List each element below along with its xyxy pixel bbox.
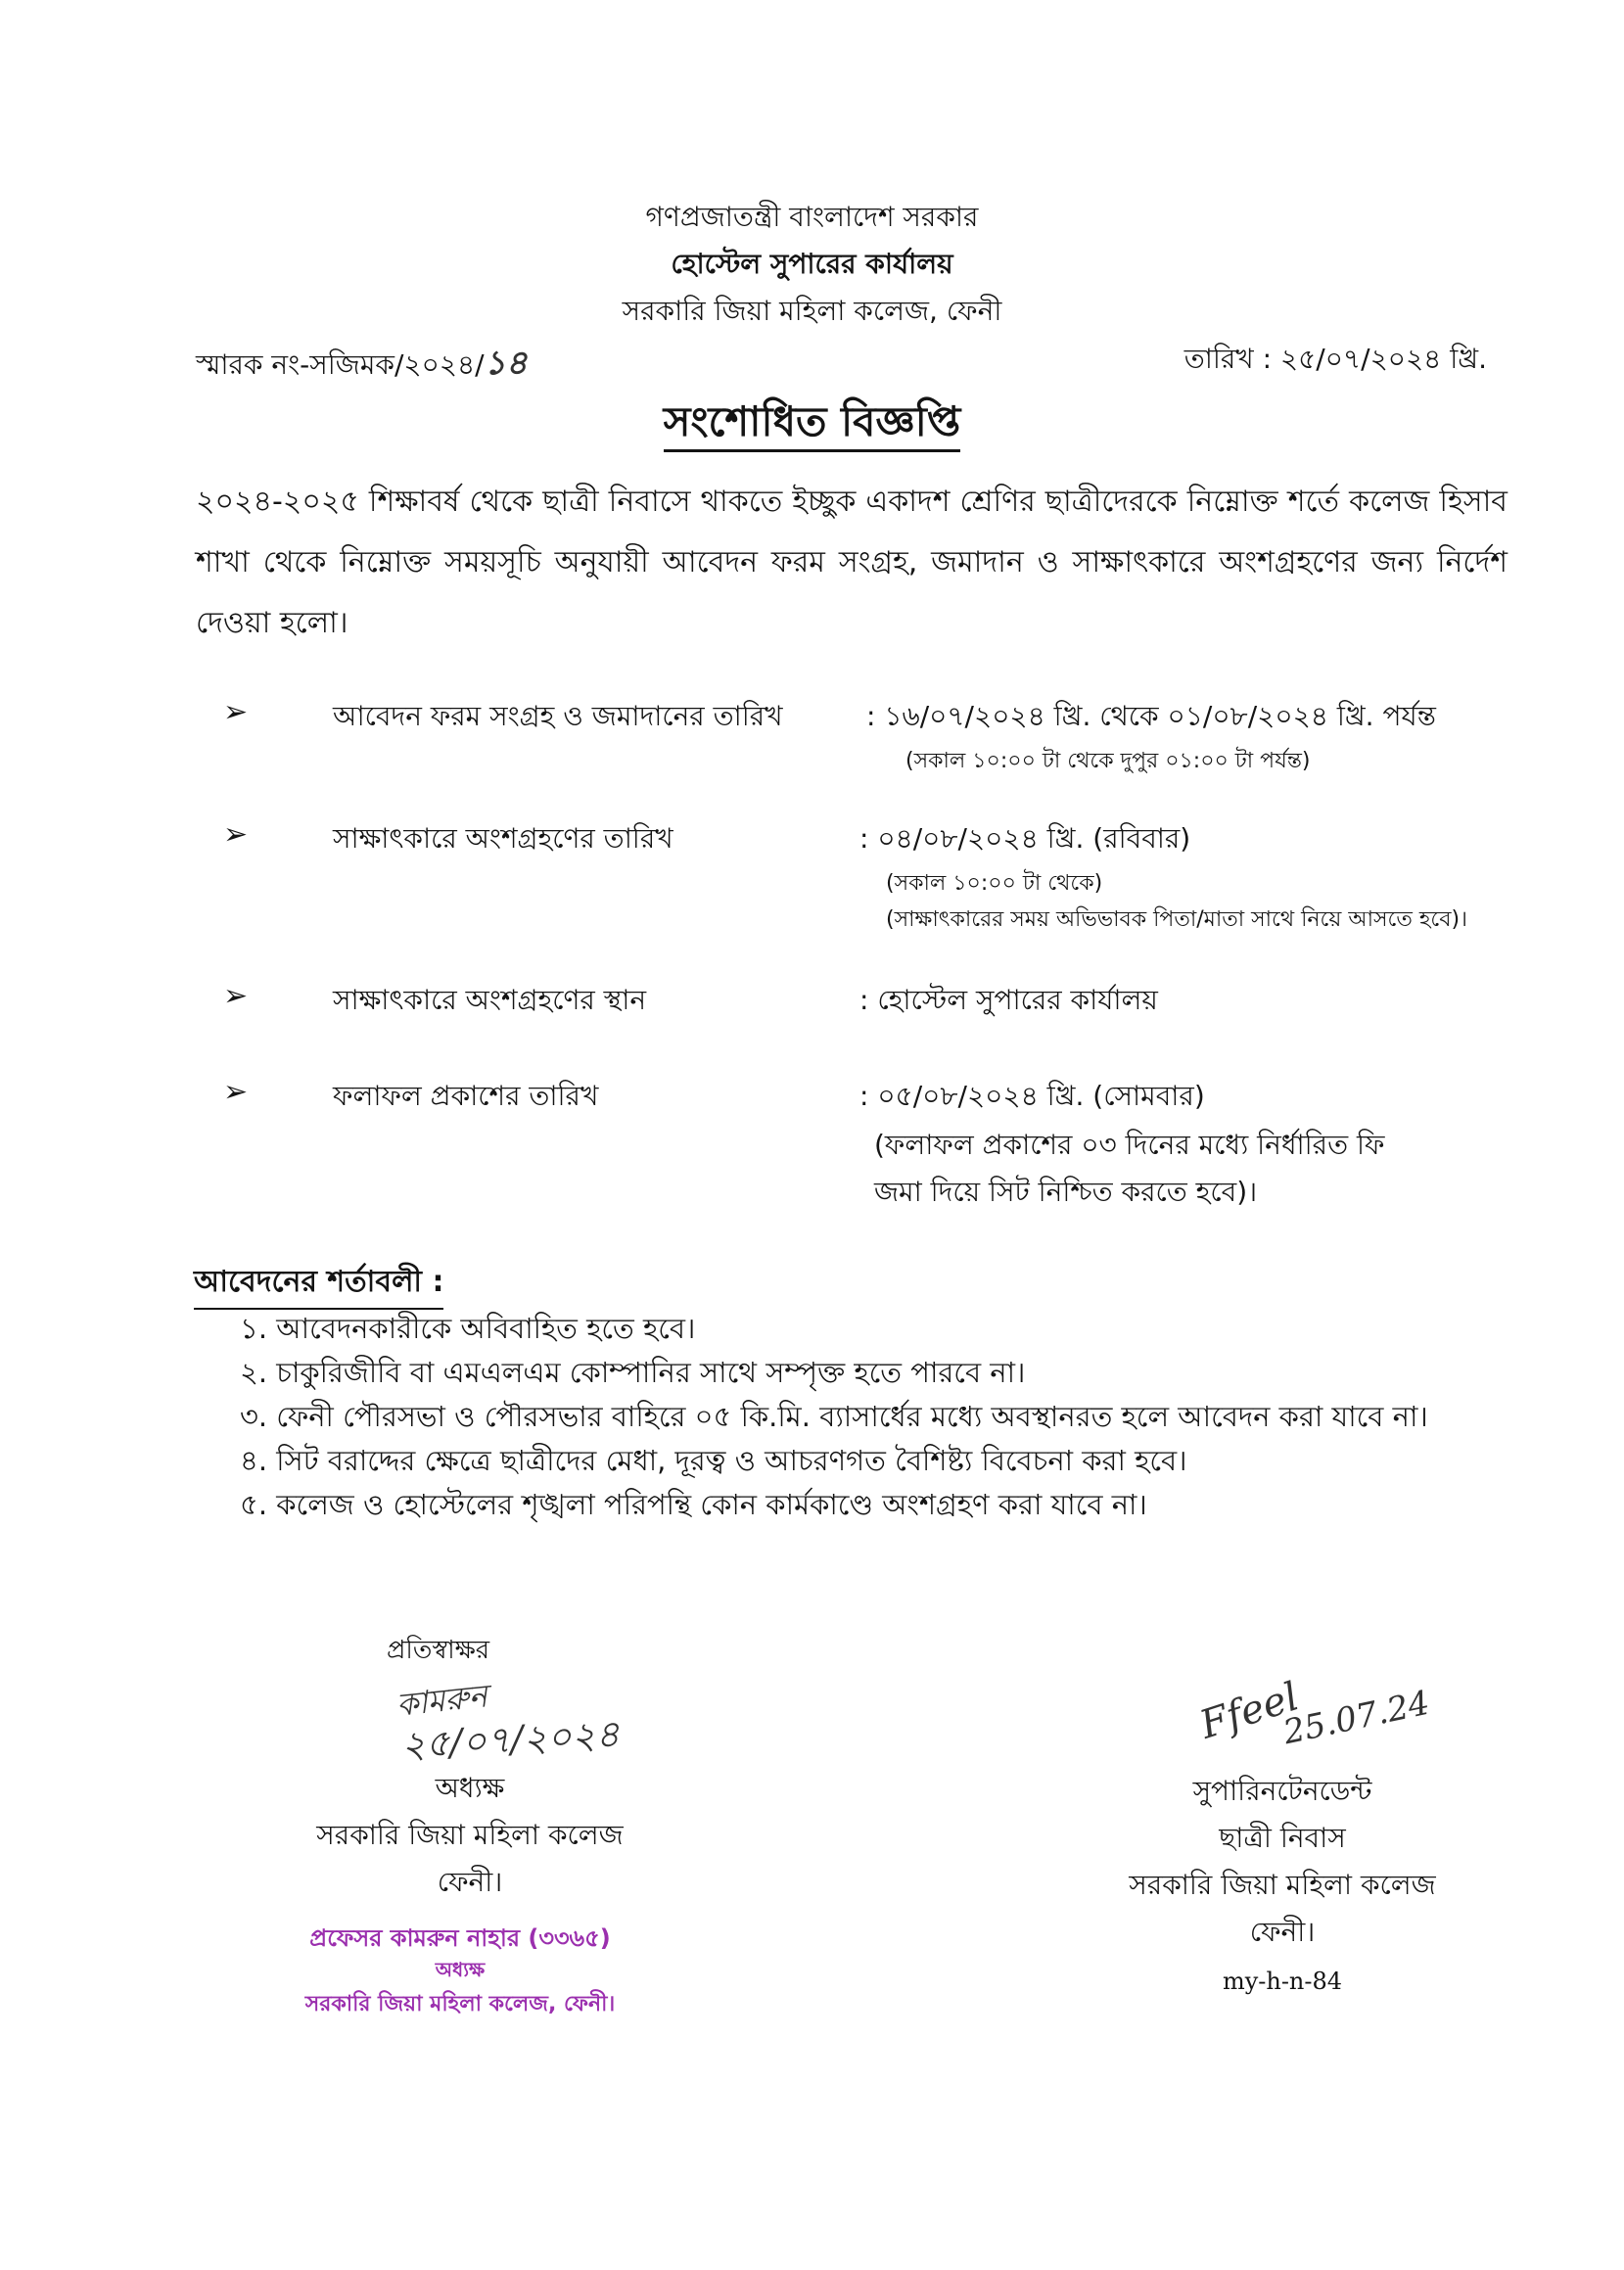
principal-city: ফেনী। bbox=[437, 1866, 503, 1898]
superintendent-handwritten-date: 25.07.24 bbox=[1279, 1683, 1433, 1753]
college-name: সরকারি জিয়া মহিলা কলেজ, ফেনী bbox=[622, 295, 1002, 327]
principal-stamp-designation: অধ্যক্ষ bbox=[435, 1958, 486, 1981]
principal-designation: অধ্যক্ষ bbox=[435, 1772, 505, 1804]
schedule-row bbox=[0, 695, 1624, 754]
schedule-label: ফলাফল প্রকাশের তারিখ bbox=[333, 1080, 599, 1112]
notice-title-text: সংশোধিত বিজ্ঞপ্তি bbox=[664, 397, 961, 452]
arrow-bullet-icon: ➢ bbox=[223, 1075, 249, 1109]
schedule-label: সাক্ষাৎকারে অংশগ্রহণের তারিখ bbox=[333, 822, 673, 855]
superintendent-designation: সুপারিনটেনডেন্ট bbox=[1192, 1775, 1372, 1807]
intro-paragraph: ২০২৪-২০২৫ শিক্ষাবর্ষ থেকে ছাত্রী নিবাসে থাকতে ইচ্ছুক একাদশ শ্রেণির ছাত্রীদেরকে নিম্নোক্ত শর্তে কলেজ হিসাব শাখা থেকে নিম্নোক্ত সময়সূচি অনুযায়ী আবেদন ফরম সংগ্রহ, জমাদান ও সাক্ষাৎকারে অংশগ্রহণের জন্য নির্দেশ দেওয়া হলো। bbox=[196, 485, 1508, 640]
schedule-note: (সকাল ১০:০০ টা থেকে দুপুর ০১:০০ টা পর্যন্ত) bbox=[905, 749, 1311, 773]
principal-handwritten-date: ২৫/০৭/২০২৪ bbox=[399, 1712, 622, 1767]
condition-item: ৩. ফেনী পৌরসভা ও পৌরসভার বাহিরে ০৫ কি.মি. ব্যাসার্ধের মধ্যে অবস্থানরত হলে আবেদন করা যাবে না। bbox=[240, 1400, 1428, 1433]
notice-title bbox=[0, 390, 1624, 459]
memo-ref-number: ১৪ bbox=[484, 344, 528, 383]
condition-item: ৪. সিট বরাদ্দের ক্ষেত্রে ছাত্রীদের মেধা, দূরত্ব ও আচরণগত বৈশিষ্ট্য বিবেচনা করা হবে। bbox=[240, 1444, 1187, 1477]
document-code: my-h-n-84 bbox=[1222, 1968, 1343, 1995]
condition-item: ১. আবেদনকারীকে অবিবাহিত হতে হবে। bbox=[240, 1312, 696, 1345]
memo-reference bbox=[196, 338, 528, 394]
principal-handwritten-signature: কামরুন bbox=[394, 1677, 489, 1724]
principal-stamp-college: সরকারি জিয়া মহিলা কলেজ, ফেনী। bbox=[304, 1992, 616, 2016]
schedule-note: (সকাল ১০:০০ টা থেকে) bbox=[886, 871, 1103, 896]
government-title: গণপ্রজাতন্ত্রী বাংলাদেশ সরকার bbox=[645, 201, 979, 233]
schedule-value: : হোস্টেল সুপারের কার্যালয় bbox=[859, 984, 1158, 1016]
superintendent-unit: ছাত্রী নিবাস bbox=[1219, 1822, 1346, 1854]
principal-college: সরকারি জিয়া মহিলা কলেজ bbox=[316, 1819, 624, 1851]
office-title: হোস্টেল সুপারের কার্যালয় bbox=[671, 248, 953, 280]
condition-item: ২. চাকুরিজীবি বা এমএলএম কোম্পানির সাথে সম্পৃক্ত হতে পারবে না। bbox=[240, 1356, 1026, 1389]
superintendent-college: সরকারি জিয়া মহিলা কলেজ bbox=[1129, 1869, 1436, 1901]
countersign-label: প্রতিস্বাক্ষর bbox=[387, 1636, 490, 1665]
condition-item: ৫. কলেজ ও হোস্টেলের শৃঙ্খলা পরিপন্থি কোন কার্মকাণ্ডে অংশগ্রহণ করা যাবে না। bbox=[240, 1488, 1147, 1521]
memo-ref-prefix: স্মারক নং-সজিমক/২০২৪/ bbox=[196, 348, 485, 381]
schedule-label: সাক্ষাৎকারে অংশগ্রহণের স্থান bbox=[333, 984, 647, 1016]
superintendent-city: ফেনী। bbox=[1249, 1916, 1316, 1948]
schedule-note: (সাক্ষাৎকারের সময় অভিভাবক পিতা/মাতা সাথে নিয়ে আসতে হবে)। bbox=[886, 907, 1467, 932]
schedule-row bbox=[0, 979, 1624, 1038]
schedule-row bbox=[0, 817, 1624, 876]
schedule-note: জমা দিয়ে সিট নিশ্চিত করতে হবে)। bbox=[874, 1176, 1258, 1208]
arrow-bullet-icon: ➢ bbox=[223, 979, 249, 1013]
superintendent-handwritten-signature: Ffeel bbox=[1194, 1674, 1305, 1748]
schedule-value: : ১৬/০৭/২০২৪ খ্রি. থেকে ০১/০৮/২০২৪ খ্রি. পর্যন্ত bbox=[866, 700, 1436, 732]
schedule-value: : ০৫/০৮/২০২৪ খ্রি. (সোমবার) bbox=[859, 1080, 1205, 1112]
schedule-value: : ০৪/০৮/২০২৪ খ্রি. (রবিবার) bbox=[859, 822, 1191, 855]
schedule-note: (ফলাফল প্রকাশের ০৩ দিনের মধ্যে নির্ধারিত ফি bbox=[874, 1129, 1385, 1161]
arrow-bullet-icon: ➢ bbox=[223, 695, 249, 729]
principal-stamp-name: প্রফেসর কামরুন নাহার (৩৩৬৫) bbox=[309, 1924, 611, 1952]
memo-date: তারিখ : ২৫/০৭/২০২৪ খ্রি. bbox=[1183, 343, 1487, 375]
arrow-bullet-icon: ➢ bbox=[223, 817, 249, 852]
conditions-title: আবেদনের শর্তাবলী : bbox=[194, 1258, 443, 1310]
schedule-label: আবেদন ফরম সংগ্রহ ও জমাদানের তারিখ bbox=[333, 700, 783, 732]
